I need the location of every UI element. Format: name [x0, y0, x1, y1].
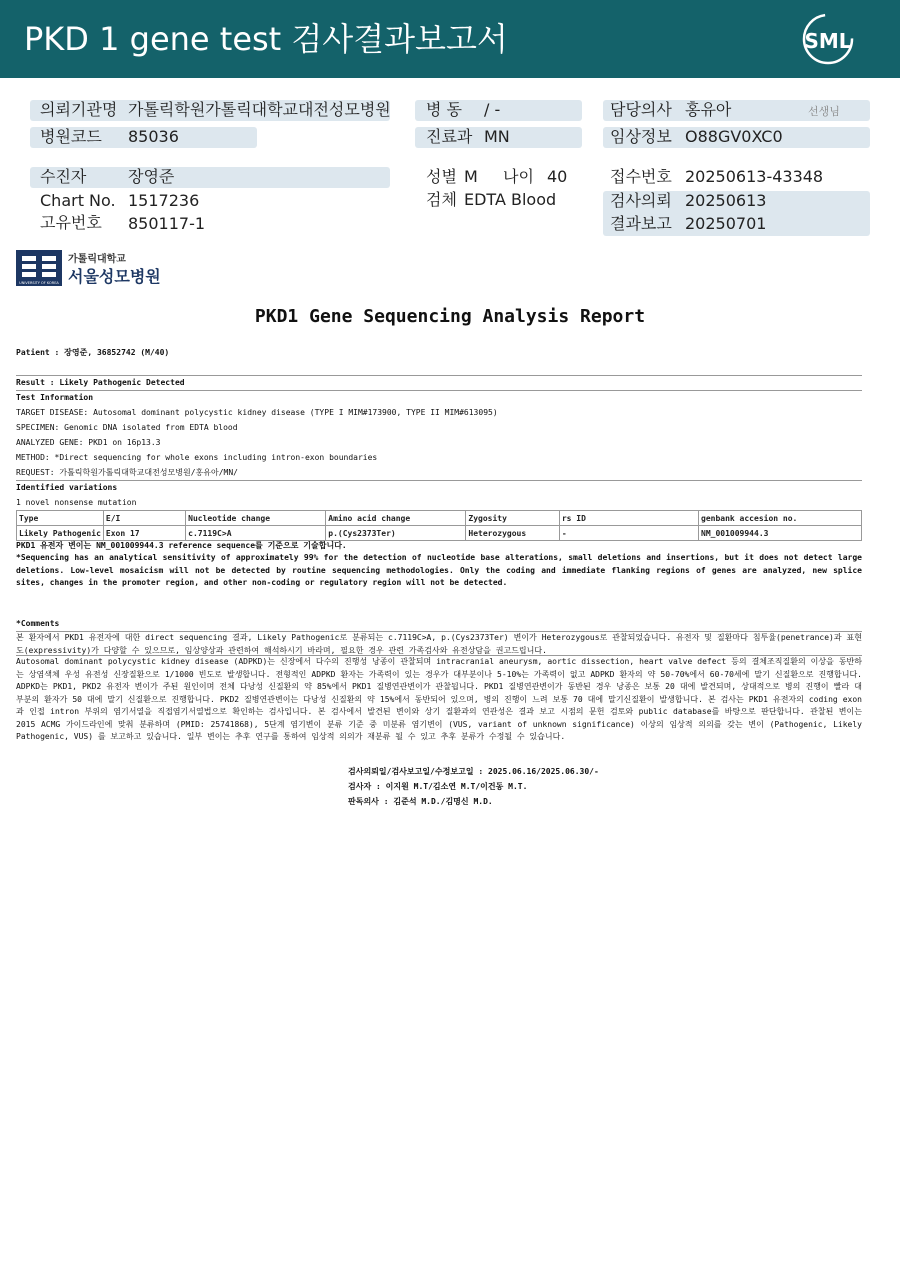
table-header-cell: E/I	[103, 511, 185, 526]
report-title: PKD1 Gene Sequencing Analysis Report	[254, 306, 646, 327]
table-cell: p.(Cys2373Ter)	[326, 526, 466, 541]
request-date-value: 20250613	[685, 191, 767, 210]
clinical-value: O88GV0XC0	[685, 127, 783, 146]
identified-summary: 1 novel nonsense mutation	[16, 498, 137, 507]
specimen-label: 검체	[426, 190, 457, 209]
header-bar	[0, 0, 900, 78]
chart-value: 1517236	[128, 191, 200, 210]
test-info-heading: Test Information	[16, 393, 94, 402]
table-cell: -	[559, 526, 698, 541]
target-disease-line: TARGET DISEASE: Autosomal dominant polycystic kidney disease (TYPE I MIM#173900, TYPE II MIM#613095)	[16, 408, 498, 417]
doctor-suffix: 선생님	[808, 105, 840, 118]
table-cell: Exon 17	[103, 526, 185, 541]
unique-value: 850117-1	[128, 214, 206, 233]
table-cell: NM_001009944.3	[699, 526, 862, 541]
reference-note: PKD1 유전자 변이는 NM_001009944.3 reference sequence를 기준으로 기술합니다.	[16, 541, 347, 550]
institution-label: 의뢰기관명	[40, 100, 118, 119]
table-cell: Heterozygous	[466, 526, 559, 541]
variant-table	[16, 510, 862, 541]
method-line: METHOD: *Direct sequencing for whole exons including intron-exon boundaries	[16, 453, 378, 462]
table-header-cell: rs ID	[559, 511, 698, 526]
clinical-label: 임상정보	[610, 127, 672, 146]
table-cell: c.7119C>A	[186, 526, 326, 541]
table-header-row	[17, 511, 862, 526]
request-line: REQUEST: 가톨릭학원가톨릭대학교대전성모병원/홍유아/MN/	[16, 468, 238, 477]
comments-heading: *Comments	[16, 619, 60, 628]
report-header-title: PKD 1 gene test 검사결과보고서	[24, 20, 508, 58]
dates-line: 검사의뢰일/검사보고일/수정보고일 : 2025.06.16/2025.06.30/-	[348, 767, 599, 776]
comment-paragraph-1: 본 환자에서 PKD1 유전자에 대한 direct sequencing 결과, Likely Pathogenic로 분류되는 c.7119C>A, p.(Cys2373Ter) 변이가 Heterozygous로 관찰되었습니다. 유전자 및 질환마다 침투율(penetrance)과 표현도(expressivity)가 다양할 수 있으므로, 임상양상과 관련하여 해석하시기 바라며, 필요한 경우 관련 가족검사와 유전상담을 권고드립니다.	[16, 633, 862, 655]
hospital-emblem-text: UNIVERSITY OF KOREA	[19, 281, 59, 285]
reception-value: 20250613-43348	[685, 167, 824, 186]
chart-label: Chart No.	[40, 191, 116, 210]
hospital-code-value: 85036	[128, 127, 179, 146]
doctor-label: 담당의사	[610, 100, 672, 119]
sml-logo-icon	[798, 12, 858, 66]
department-label: 진료과	[426, 127, 473, 146]
unique-label: 고유번호	[40, 213, 102, 232]
divider	[16, 480, 862, 481]
hospital-code-label: 병원코드	[40, 127, 102, 146]
sml-logo-text: SML	[804, 29, 852, 53]
sex-value: M	[464, 167, 478, 186]
sex-label: 성별	[426, 167, 457, 186]
table-header-cell: Nucleotide change	[186, 511, 326, 526]
specimen-line: SPECIMEN: Genomic DNA isolated from EDTA blood	[16, 423, 238, 432]
patient-label: 수진자	[40, 167, 87, 186]
table-cell: Likely Pathogenic	[17, 526, 104, 541]
table-header-cell: Type	[17, 511, 104, 526]
hospital-name-line2: 서울성모병원	[68, 267, 161, 286]
patient-line: Patient : 장영준, 36852742 (M/40)	[16, 348, 170, 357]
comment-paragraph-2: Autosomal dominant polycystic kidney disease (ADPKD)는 신장에서 다수의 진행성 낭종이 관찰되며 intracranial aneurysm, aortic dissection, heart valve defect 등의 결체조직질환의 이상을 동반하는 상염색체 우성 유전성 신장질환으로 1/1000 빈도로 발생합니다. 전형적인 ADPKD 환자는 가족력이 있는 경우가 대부분이나 5-10%는 가족력이 없고 ADPKD 환자의 약 50-70%에서 60-70세에 말기 신질환으로 진행합니다. ADPKD는 PKD1, PKD2 유전자 변이가 주된 원인이며 전체 다낭성 신질환의 약 85%에서 PKD1 질병연관변이가 관찰됩니다. PKD1 질병연관변이가 동반된 경우 낭종은 보통 20 대에 발견되며, 상대적으로 병의 진행이 빨라 대부분의 환자가 50 대에 말기 신질환으로 진행합니다. PKD2 질병연관변이는 다낭성 신질환의 약 15%에서 동반되어 있으며, 병의 진행이 느려 보통 70 대에 말기신질환이 발생합니다. 본 검사는 PKD1 유전자의 coding exon과 인접 intron 부위의 염기서열을 직접염기서열법으로 확인하는 검사입니다. 본 검사에서 발견된 변이와 상기 질환과의 연관성은 결과 보고 시점의 문헌 검토와 public database를 바탕으로 판단합니다. 관찰된 변이는 2015 ACMG 가이드라인에 맞춰 분류하며 (PMID: 25741868), 5단계 염기변이 분류 기준 중 미분류 염기변이 (VUS, variant of unknown significance) 이상의 임상적 의의를 갖는 변이 (Pathogenic, Likely Pathogenic, VUS) 를 보고하고 있습니다. 일부 변이는 추후 연구를 통하여 임상적 의의가 재분류 될 수 있고 추후 분류가 수정될 수 있습니다.	[16, 657, 862, 741]
specimen-value: EDTA Blood	[464, 190, 557, 209]
table-header-cell: Amino acid change	[326, 511, 466, 526]
reception-label: 접수번호	[610, 167, 672, 186]
examiner-line: 검사자 : 이지원 M.T/김소연 M.T/이건동 M.T.	[348, 782, 528, 791]
identified-heading: Identified variations	[16, 483, 118, 492]
divider	[16, 375, 862, 376]
result-date-value: 20250701	[685, 214, 767, 233]
sensitivity-note: *Sequencing has an analytical sensitivity of approximately 99% for the detection of nucleotide base alterations, small deletions and insertions, but it does not detect large deletions. Low-level mosaicism will not be detected by routine sequencing methodologies. Only the coding and immediate flanking regions of genes are analyzed, new splice sites, changes in the promoter region, and other non-coding or regulatory region will not be detected.	[16, 553, 862, 587]
result-date-label: 결과보고	[610, 214, 672, 233]
ward-value: / -	[484, 100, 501, 119]
request-date-label: 검사의뢰	[610, 191, 672, 210]
analyzed-gene-line: ANALYZED GENE: PKD1 on 16p13.3	[16, 438, 161, 447]
doctor-value: 홍유아	[685, 100, 732, 119]
table-header-cell: genbank accesion no.	[699, 511, 862, 526]
divider	[16, 390, 862, 391]
patient-value: 장영준	[128, 167, 175, 186]
hospital-name-line1: 가톨릭대학교	[68, 254, 126, 265]
hospital-emblem-icon	[16, 250, 62, 286]
ward-label: 병 동	[426, 100, 462, 119]
result-line: Result : Likely Pathogenic Detected	[16, 378, 185, 387]
reading-doctor-line: 판독의사 : 김준석 M.D./김명신 M.D.	[348, 797, 493, 806]
institution-value: 가톨릭학원가톨릭대학교대전성모병원	[128, 100, 391, 119]
department-value: MN	[484, 127, 510, 146]
table-header-cell: Zygosity	[466, 511, 559, 526]
age-value: 40	[547, 167, 568, 186]
table-row	[17, 526, 862, 541]
age-label: 나이	[503, 167, 534, 186]
